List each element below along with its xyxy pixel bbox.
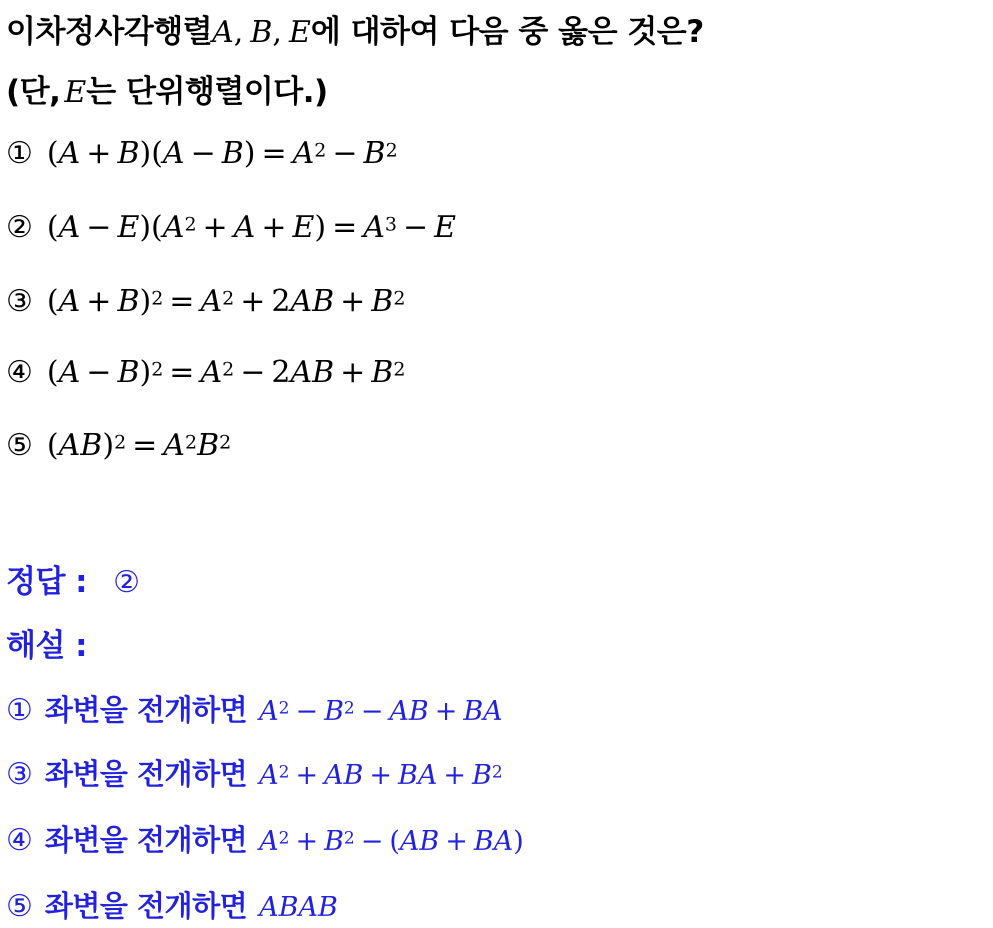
solution-text: 좌변을 전개하면	[44, 889, 248, 923]
question-suffix: 에 대하여 다음 중 옳은 것은?	[310, 14, 704, 50]
condition-var-e: E	[64, 75, 87, 110]
choice-expression: (A − E)(A2 + A + E) = A3 − E	[46, 210, 457, 245]
choice-marker: ④	[6, 355, 33, 390]
choice-marker: ②	[6, 210, 33, 245]
solution-marker: ⑤	[6, 889, 33, 924]
solution-item	[6, 818, 524, 859]
question-var-a: A	[212, 15, 234, 50]
answer-line	[6, 556, 140, 601]
question-comma-1: ,	[233, 15, 244, 50]
solution-item	[6, 752, 503, 793]
condition-suffix: 는 단위행렬이다.)	[86, 74, 328, 110]
choice-marker: ⑤	[6, 428, 33, 463]
condition-prefix: (단,	[6, 74, 61, 110]
solution-item	[6, 884, 338, 925]
choice-marker: ③	[6, 284, 33, 319]
answer-value: ②	[113, 565, 140, 600]
solution-expression: ABAB	[259, 892, 338, 923]
solution-text: 좌변을 전개하면	[44, 693, 248, 727]
answer-label: 정답 :	[6, 564, 88, 600]
solution-marker: ①	[6, 693, 33, 728]
question-var-e: E	[288, 15, 311, 50]
solution-text: 좌변을 전개하면	[44, 823, 248, 857]
question-line-1	[6, 6, 704, 51]
choice-expression: (A + B)2 = A2 + 2AB + B2	[46, 284, 406, 319]
choice-expression: (A − B)2 = A2 − 2AB + B2	[46, 355, 406, 390]
solution-expression: A2 − B2 − AB + BA	[259, 696, 503, 727]
solution-expression: A2 + B2 − (AB + BA)	[259, 826, 524, 857]
choice-expression: (A + B)(A − B) = A2 − B2	[46, 136, 398, 171]
choice-item[interactable]	[6, 136, 398, 171]
question-prefix: 이차정사각행렬	[6, 14, 213, 50]
solution-item	[6, 688, 503, 729]
solution-expression: A2 + AB + BA + B2	[259, 760, 503, 791]
solution-label-text: 해설 :	[6, 628, 88, 664]
solution-marker: ④	[6, 823, 33, 858]
choice-item[interactable]	[6, 428, 231, 463]
choice-item[interactable]	[6, 284, 405, 319]
solution-text: 좌변을 전개하면	[44, 757, 248, 791]
choice-marker: ①	[6, 136, 33, 171]
choice-item[interactable]	[6, 210, 456, 245]
choice-item[interactable]	[6, 355, 405, 390]
choice-expression: (AB)2 = A2B2	[46, 428, 232, 463]
question-var-b: B	[250, 15, 273, 50]
solution-label	[6, 620, 87, 665]
question-line-2	[6, 66, 328, 111]
question-comma-2: ,	[272, 15, 282, 50]
solution-marker: ③	[6, 757, 33, 792]
